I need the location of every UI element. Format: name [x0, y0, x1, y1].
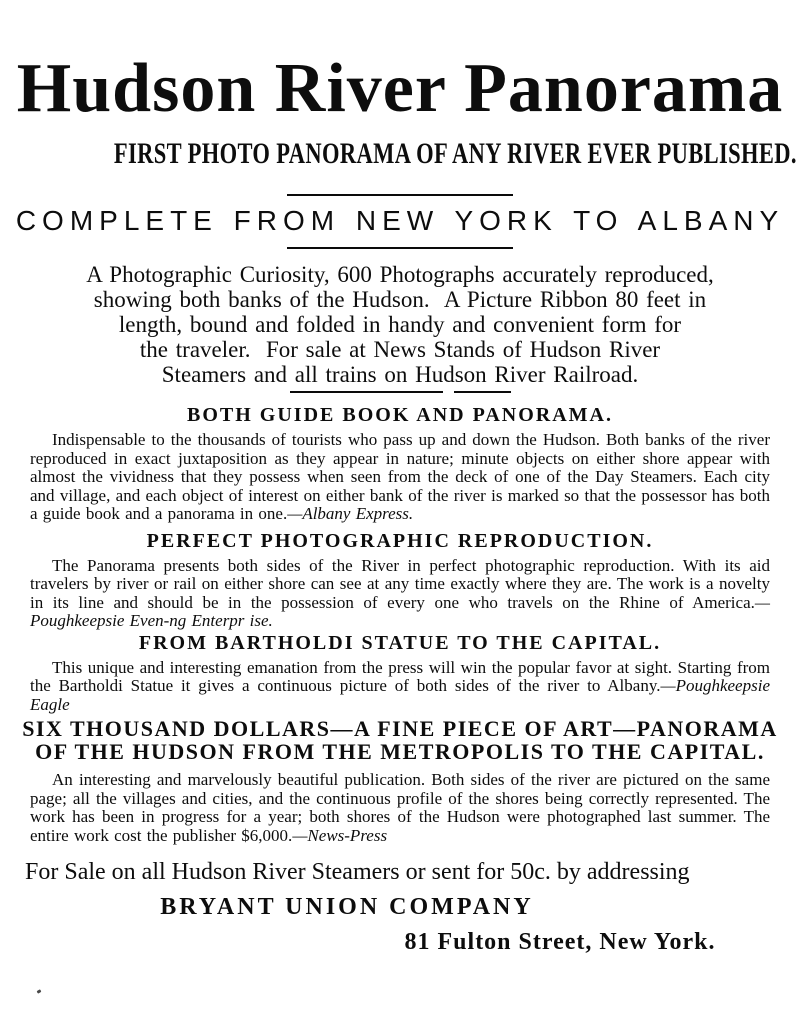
section-guide-book [0, 405, 800, 524]
section-body-text: The Panorama presents both sides of the River in perfect photographic reproduction. With its aid travelers by river or rail on either shore can see at any time exactly where they are. The work is a novelty in its line and should be in the possession of every one who travels on the Rhine of America. [30, 555, 770, 612]
press-attribution: —Poughkeepsie Eagle [30, 676, 770, 714]
sale-line: For Sale on all Hudson River Steamers or sent for 50c. by addressing [25, 859, 690, 885]
divider-segment [290, 391, 443, 393]
section-heading [0, 717, 800, 763]
intro-line: the traveler. For sale at News Stands of Hudson River [139, 337, 661, 362]
section-heading: BOTH GUIDE BOOK AND PANORAMA. [187, 404, 613, 426]
section-heading-line: SIX THOUSAND DOLLARS—A FINE PIECE OF ART—PANORAMA [22, 716, 778, 741]
company-name: BRYANT UNION COMPANY [160, 894, 534, 920]
section-bartholdi-statue [0, 633, 800, 715]
section-body-text: This unique and interesting emanation from the press will win the popular favor at sight. Starting from the Bartholdi Statue it gives a continuous picture of both sides of the river to Albany. [30, 657, 770, 695]
intro-line: length, bound and folded in handy and convenient form for [118, 312, 682, 337]
press-attribution: —Albany Express. [287, 504, 414, 523]
intro-line: A Photographic Curiosity, 600 Photographs accurately reproduced, [86, 262, 714, 287]
intro-line: showing both banks of the Hudson. A Picture Ribbon 80 feet in [93, 287, 707, 312]
section-photographic-reproduction [0, 531, 800, 631]
divider-top [287, 194, 513, 196]
section-heading: PERFECT PHOTOGRAPHIC REPRODUCTION. [146, 529, 654, 552]
section-six-thousand-dollars [0, 717, 800, 845]
section-body [30, 557, 770, 631]
tagline: COMPLETE FROM NEW YORK TO ALBANY [15, 205, 785, 236]
section-heading: FROM BARTHOLDI STATUE TO THE CAPITAL. [138, 631, 662, 654]
subtitle: FIRST PHOTO PANORAMA OF ANY RIVER EVER PUBLISHED. [113, 137, 797, 170]
company-address: 81 Fulton Street, New York. [404, 929, 716, 955]
divider-broken [0, 391, 800, 393]
divider-segment [454, 391, 511, 393]
section-body-text: Indispensable to the thousands of tourists who pass up and down the Hudson. Both banks of the river reproduced in exact juxtaposition as they appear in nature; minute objects on either shore appear with almost the vividness that they possess when seen from the deck of one of the Day Steamers. Each city and village, and each object of interest on either bank of the river is marked so that the possessor has both a guide book and a panorama in one. [30, 430, 770, 523]
page-title: Hudson River Panorama [16, 50, 784, 127]
scan-speck [37, 989, 42, 994]
intro-paragraph [0, 262, 800, 387]
section-body [30, 659, 770, 715]
press-attribution: —Poughkeepsie Even-ng Enterpr ise. [30, 592, 770, 630]
divider-under-tagline [287, 247, 513, 249]
press-attribution: —News-Press [292, 825, 388, 845]
subtitle-row [0, 139, 800, 174]
section-body [30, 431, 770, 524]
footer [0, 859, 800, 955]
intro-line: Steamers and all trains on Hudson River Railroad. [161, 362, 639, 387]
section-heading-line: OF THE HUDSON FROM THE METROPOLIS TO THE CAPITAL. [35, 739, 765, 764]
section-body [30, 771, 770, 845]
section-body-text: An interesting and marvelously beautiful publication. Both sides of the river are pictured on the same page; all the villages and cities, and the continuous profile of the shores being correctly represented. The work has been in progress for a year; both shores of the Hudson were photographed last summer. The entire work cost the publisher $6,000. [30, 770, 770, 845]
